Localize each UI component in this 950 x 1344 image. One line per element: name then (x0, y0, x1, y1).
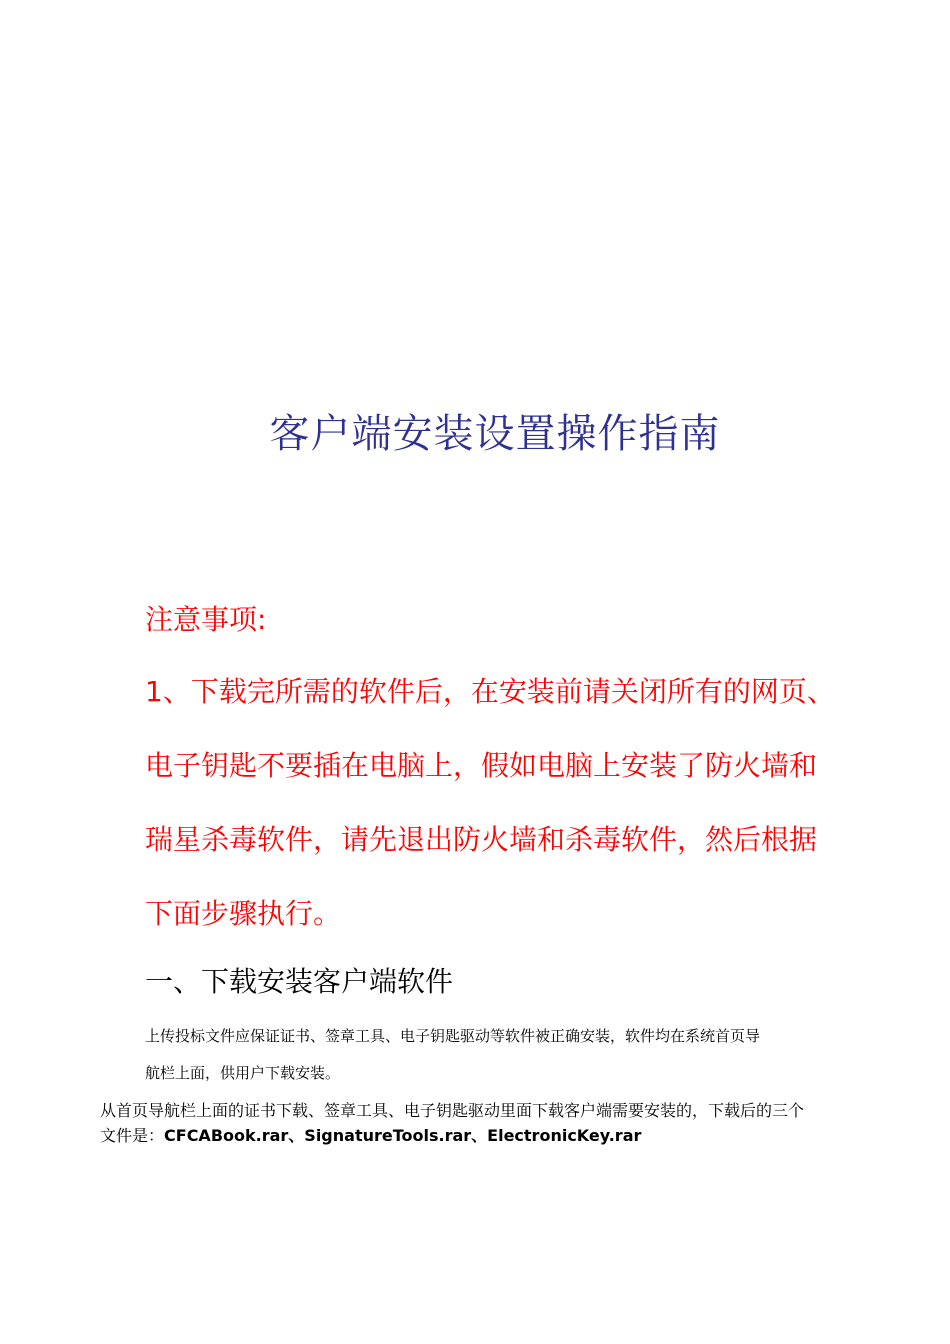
notice-heading: 注意事项: (145, 603, 267, 636)
notice-line: 瑞星杀毒软件，请先退出防火墙和杀毒软件，然后根据 (145, 823, 818, 856)
section-heading: 一、下载安装客户端软件 (145, 965, 454, 998)
notice-line: 下面步骤执行。 (145, 897, 342, 930)
body-paragraph-line: 航栏上面，供用户下载安装。 (145, 1064, 341, 1082)
notice-line: 1、下载完所需的软件后，在安装前请关闭所有的网页、 (145, 675, 835, 708)
body-paragraph-line: 上传投标文件应保证证书、签章工具、电子钥匙驱动等软件被正确安装，软件均在系统首页导 (145, 1027, 761, 1045)
file-list-names: CFCABook.rar、SignatureTools.rar、ElectronicKey.rar (164, 1126, 642, 1145)
notice-line: 电子钥匙不要插在电脑上，假如电脑上安装了防火墙和 (145, 749, 818, 782)
body-paragraph-line: 从首页导航栏上面的证书下载、签章工具、电子钥匙驱动里面下载客户端需要安装的，下载后的三个 (100, 1101, 805, 1120)
file-list-line (100, 1123, 641, 1146)
document-title: 客户端安装设置操作指南 (269, 411, 721, 457)
file-list-prefix: 文件是： (100, 1126, 165, 1145)
